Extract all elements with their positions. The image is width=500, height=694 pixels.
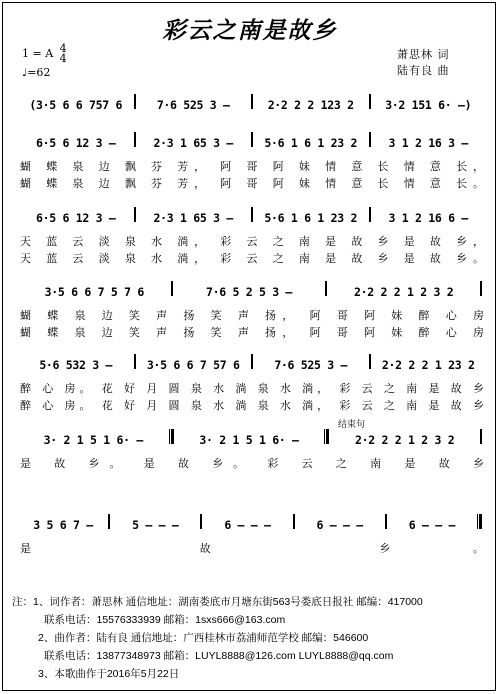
lyric-text: 天 蓝 云 淡 泉 水 淌， 彩 云 之 南 是 故 乡 是 故 乡，	[20, 235, 484, 248]
lyric-line	[20, 540, 484, 556]
lyric-line	[20, 233, 484, 249]
footnote-line: 联系电话：15576333939 邮箱：1sxs666@163.com	[44, 614, 286, 626]
barline	[369, 354, 371, 369]
lyric-text: 蝴 蝶 泉 边 笑 声 扬 笑 声 扬， 阿 哥 阿 妹 醉 心 房	[20, 309, 484, 322]
measure: 3·5 6 6 7 5 7 6	[44, 285, 145, 299]
barline	[325, 281, 327, 296]
measure: 5·6 532 3 –	[39, 358, 113, 372]
barline	[480, 429, 482, 444]
lyric-text: 天 蓝 云 淡 泉 水 淌， 彩 云 之 南 是 故 乡 是 故 乡。	[20, 252, 484, 265]
barline	[369, 132, 371, 147]
measure: 3· 2 1 5 1 6· –	[43, 433, 144, 447]
notation-line	[20, 510, 484, 532]
lyric-line	[20, 175, 484, 191]
measure: 6 – – –	[408, 518, 456, 532]
measure: 3 1 2 16 3 –	[388, 136, 468, 150]
ending-mark: 结束句	[338, 420, 366, 430]
notation-line	[20, 128, 484, 150]
measure: 6·5 6 12 3 –	[36, 211, 116, 225]
notation-line	[20, 90, 484, 112]
measure: 2·2 2 2 123 2	[267, 98, 354, 112]
lyric-line	[20, 397, 484, 413]
barline	[251, 354, 253, 369]
measure: (3·5 6 6 757 6	[29, 98, 123, 112]
measure: 2·2 2 2 1 2 3 2	[354, 285, 454, 299]
barline	[134, 132, 136, 147]
measure: 2·3 1 65 3 –	[153, 211, 233, 225]
tempo-marking: ♩=62	[22, 66, 51, 79]
time-signature: 4 4	[59, 42, 67, 65]
measure: 5·6 1 6 1 23 2	[264, 136, 358, 150]
barline	[134, 354, 136, 369]
measure: 6·5 6 12 3 –	[36, 136, 116, 150]
lyric-line	[20, 455, 484, 471]
notation-line	[20, 277, 484, 299]
measure: 3·2 151 6· –)	[385, 98, 472, 112]
double-barline	[324, 429, 329, 444]
barline	[171, 281, 173, 296]
measure: 6 – – –	[316, 518, 363, 532]
lyric-text: 醉 心 房。 花 好 月 圆 泉 水 淌 泉 水 淌， 彩 云 之 南 是 故 乡	[20, 382, 484, 395]
lyric-text: 蝴 蝶 泉 边 笑 声 扬 笑 声 扬， 阿 哥 阿 妹 醉 心 房	[20, 326, 484, 339]
notation-line	[20, 203, 484, 225]
composer-credit: 陆有良 曲	[397, 64, 450, 77]
barline	[251, 94, 253, 109]
measure: 5 – – –	[132, 518, 179, 532]
song-title: 彩云之南是故乡	[162, 17, 338, 44]
barline	[134, 94, 136, 109]
measure: 6 – – –	[224, 518, 271, 532]
footnote-line: 联系电话：13877348973 邮箱：LUYL8888@126.com LUYL8888@qq.com	[44, 650, 394, 662]
lyricist-credit: 萧思林 词	[397, 48, 450, 61]
barline	[134, 207, 136, 222]
measure: 3 5 6 7 –	[33, 518, 93, 532]
barline	[480, 281, 482, 296]
key-signature: 1 = A 4 4	[22, 42, 67, 65]
double-barline	[477, 514, 482, 529]
lyric-line	[20, 307, 484, 323]
notation-line	[20, 425, 484, 447]
lyric-line	[20, 250, 484, 266]
lyric-line	[20, 158, 484, 174]
measure: 3 1 2 16 6 –	[388, 211, 468, 225]
footnote-line: 2、曲作者：陆有良 通信地址：广西桂林市荔浦师范学校 邮编：546600	[38, 632, 369, 644]
measure: 7·6 5 2 5 3 –	[205, 285, 293, 299]
lyric-text: 蝴 蝶 泉 边 飘 芬 芳， 阿 哥 阿 妹 情 意 长 情 意 长。	[20, 177, 484, 190]
measure: 2·2 2 2 1 23 2	[381, 358, 475, 372]
lyric-text: 醉 心 房。 花 好 月 圆 泉 水 淌 泉 水 淌， 彩 云 之 南 是 故 乡	[20, 399, 484, 412]
barline	[385, 514, 387, 529]
measure: 5·6 1 6 1 23 2	[264, 211, 358, 225]
barline	[369, 207, 371, 222]
measure: 7·6 525 3 –	[156, 98, 230, 112]
measure: 3·5 6 6 7 57 6	[146, 358, 240, 372]
barline	[251, 132, 253, 147]
footnote-line: 3、本歌曲作于2016年5月22日	[38, 668, 180, 680]
barline	[200, 514, 202, 529]
lyric-text: 蝴 蝶 泉 边 飘 芬 芳， 阿 哥 阿 妹 情 意 长 情 意 长，	[20, 160, 484, 173]
lyric-line	[20, 324, 484, 340]
double-barline	[169, 429, 174, 444]
barline	[369, 94, 371, 109]
lyric-text: 是 故 乡。	[20, 542, 484, 555]
barline	[293, 514, 295, 529]
measure: 3· 2 1 5 1 6· –	[199, 433, 299, 447]
measure: 2·3 1 65 3 –	[153, 136, 233, 150]
barline	[251, 207, 253, 222]
notation-line	[20, 350, 484, 372]
lyric-line	[20, 380, 484, 396]
barline	[108, 514, 110, 529]
measure: 7·6 525 3 –	[274, 358, 348, 372]
lyric-text: 是 故 乡。 是 故 乡。 彩 云 之 南 是 故 乡	[20, 457, 484, 470]
footnote-line: 注：1、词作者：萧思林 通信地址：湖南娄底市月塘东街563号娄底日报社 邮编：417000	[12, 596, 423, 608]
measure: 2·2 2 2 1 2 3 2	[355, 433, 455, 447]
